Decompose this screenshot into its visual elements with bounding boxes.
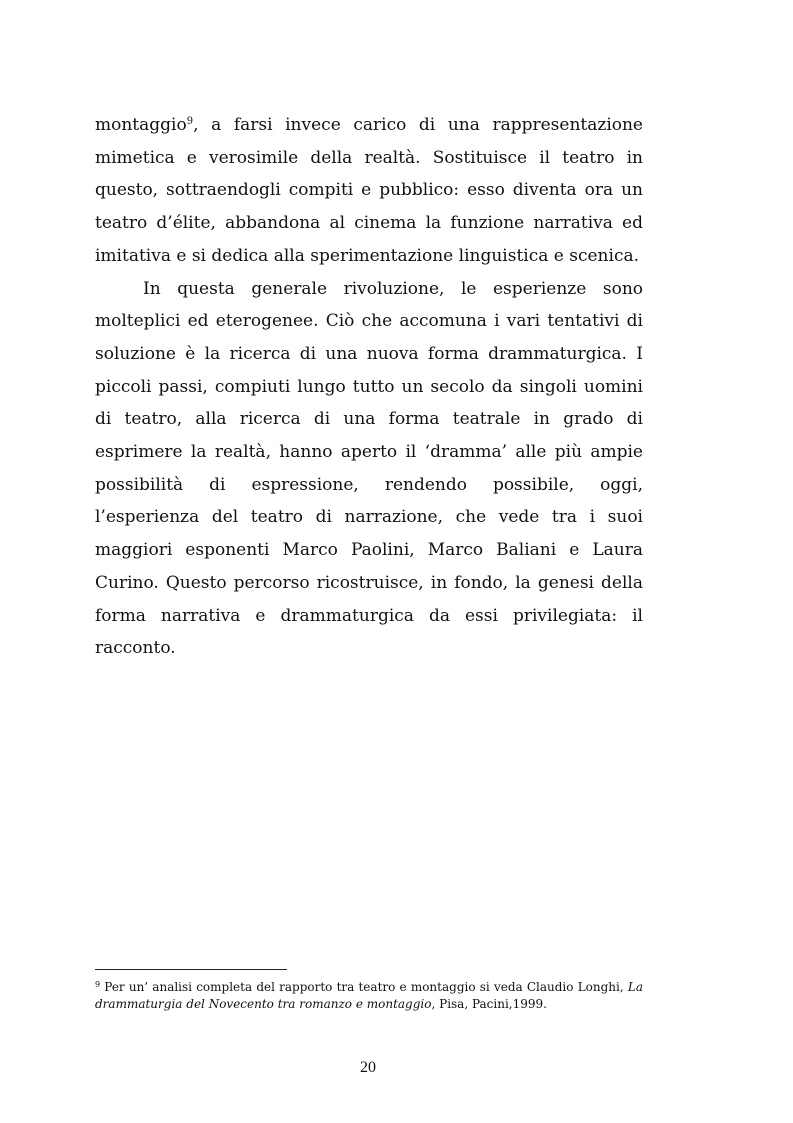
footnote-reference[interactable]: 9 [186, 116, 194, 127]
footnote-separator [95, 969, 287, 970]
paragraph-1-start: montaggio [95, 115, 187, 135]
paragraph-1 [95, 109, 643, 273]
footnote-text-end: , Pisa, Pacini,1999. [431, 997, 547, 1011]
footnote [95, 979, 643, 1013]
footnote-number: 9 [95, 980, 101, 989]
footnote-text-start: Per un’ analisi completa del rapporto tra teatro e montaggio si veda Claudio Longhi, [100, 980, 628, 994]
body-text [95, 109, 643, 665]
paragraph-1-rest: , a farsi invece carico di una rappresentazione mimetica e verosimile della realtà. Sostituisce il teatro in questo, sottraendogli compiti e pubblico: esso diventa ora un teatro d’élite, abbandona al cinema la funzione narrativa ed imitativa e si dedica alla sperimentazione linguistica e scenica. [95, 115, 643, 266]
page-number: 20 [360, 1059, 376, 1076]
paragraph-2: In questa generale rivoluzione, le esperienze sono molteplici ed eterogenee. Ciò che accomuna i vari tentativi di soluzione è la ricerca di una nuova forma drammaturgica. I piccoli passi, compiuti lungo tutto un secolo da singoli uomini di teatro, alla ricerca di una forma teatrale in grado di esprimere la realtà, hanno aperto il ‘dramma’ alle più ampie possibilità di espressione, rendendo possibile, oggi, l’esperienza del teatro di narrazione, che vede tra i suoi maggiori esponenti Marco Paolini, Marco Baliani e Laura Curino. Questo percorso ricostruisce, in fondo, la genesi della forma narrativa e drammaturgica da essi privilegiata: il racconto. [95, 278, 643, 659]
footnote-book-title: La drammaturgia del Novecento tra romanzo e montaggio [95, 980, 643, 1011]
